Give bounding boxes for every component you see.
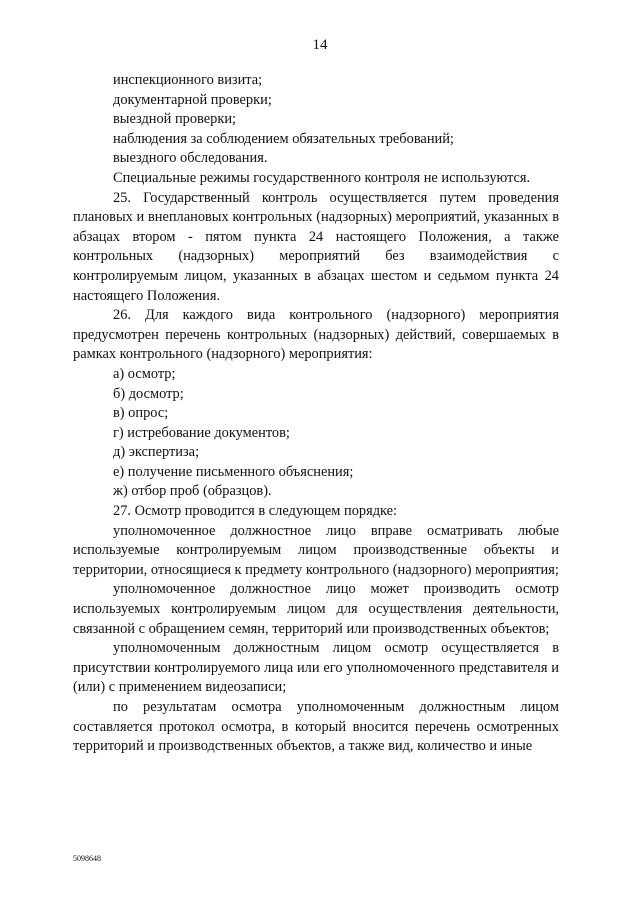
action-item: д) экспертиза;: [113, 444, 200, 461]
paragraph-27-item: уполномоченное должностное лицо может производить осмотр используемых контролируемым лицом для осуществления деятельности, связанной с обращением семян, территорий или производственных объектов;: [73, 581, 559, 637]
paragraph-27-item: уполномоченное должностное лицо вправе осматривать любые используемые контролируемым лицом производственные объекты и территории, относящиеся к предмету контрольного (надзорного) мероприятия;: [73, 522, 559, 578]
list-item: выездного обследования.: [113, 150, 268, 167]
action-item: б) досмотр;: [113, 385, 184, 402]
action-item: г) истребование документов;: [113, 424, 290, 441]
special-regimes-paragraph: Специальные режимы государственного контроля не используются.: [113, 169, 531, 186]
document-code: 5098648: [73, 854, 101, 863]
paragraph-25: 25. Государственный контроль осуществляется путем проведения плановых и внеплановых контрольных (надзорных) мероприятий, указанных в абзацах втором - пятом пункта 24 настоящего Положения, а также контрольных (надзорных) мероприятий без взаимодействия с контролируемым лицом, указанных в абзацах шестом и седьмом пункта 24 настоящего Положения.: [73, 189, 559, 304]
list-item: документарной проверки;: [113, 91, 272, 108]
paragraph-27-item: уполномоченным должностным лицом осмотр осуществляется в присутствии контролируемого лица или его уполномоченного представителя и (или) с применением видеозаписи;: [73, 640, 559, 696]
document-body: [73, 71, 559, 757]
action-item: ж) отбор проб (образцов).: [113, 483, 272, 500]
list-item: наблюдения за соблюдением обязательных требований;: [113, 130, 454, 147]
paragraph-26: 26. Для каждого вида контрольного (надзорного) мероприятия предусмотрен перечень контрольных (надзорных) действий, совершаемых в рамках контрольного (надзорного) мероприятия:: [73, 307, 559, 363]
paragraph-27: 27. Осмотр проводится в следующем порядке:: [113, 503, 398, 520]
action-item: е) получение письменного объяснения;: [113, 463, 354, 480]
list-item: выездной проверки;: [113, 111, 237, 128]
list-item: инспекционного визита;: [113, 72, 263, 88]
paragraph-27-item: по результатам осмотра уполномоченным должностным лицом составляется протокол осмотра, в который вносится перечень осмотренных территорий и производственных объектов, а также вид, количество и иные: [73, 699, 559, 755]
page-number: 14: [312, 37, 328, 53]
action-item: а) осмотр;: [113, 365, 176, 382]
action-item: в) опрос;: [113, 405, 169, 422]
